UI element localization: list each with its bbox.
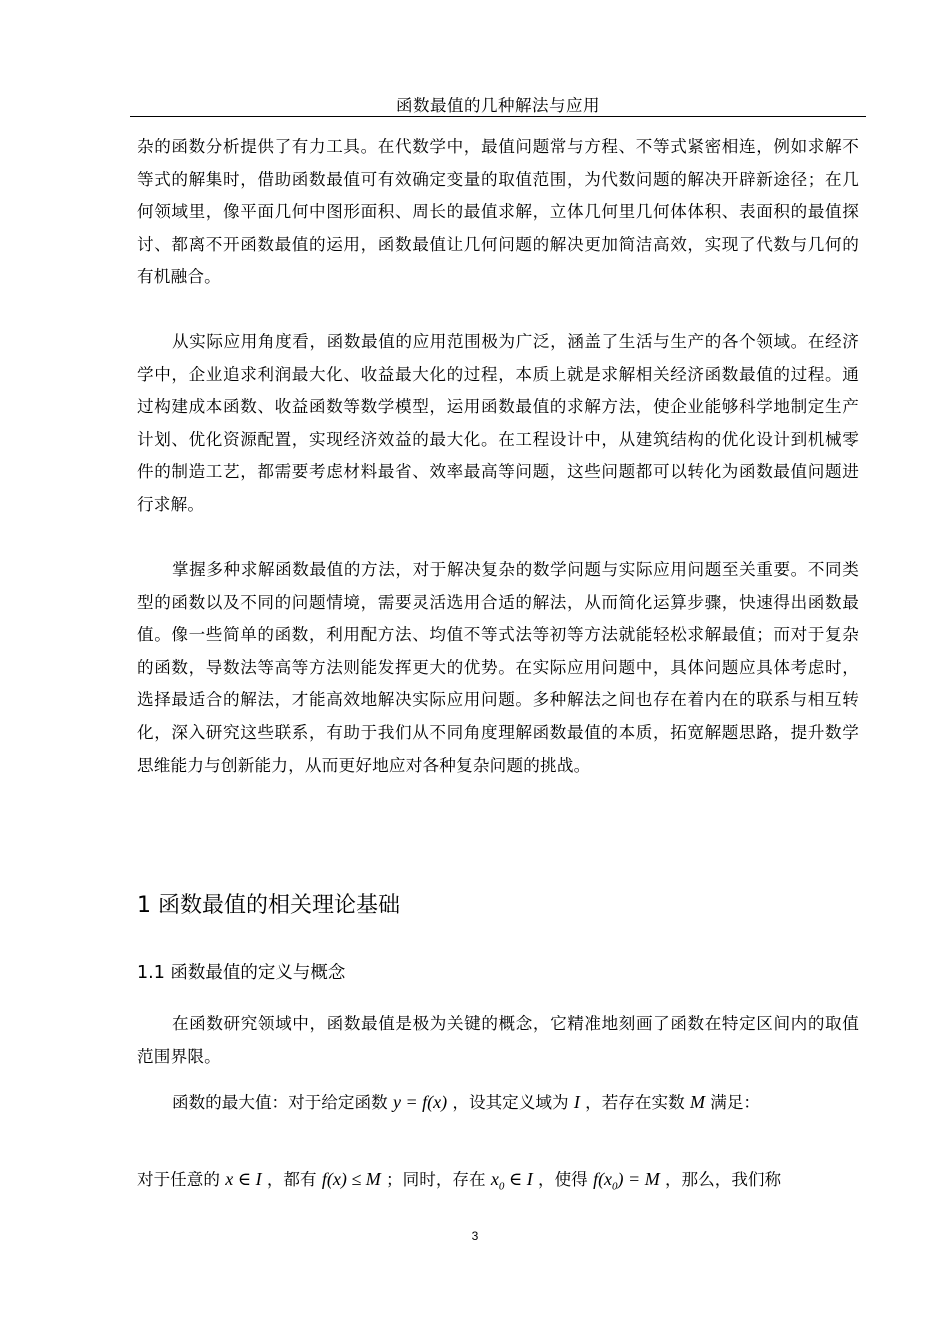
definition-text: ，设其定义域为 bbox=[452, 1093, 569, 1112]
inequality-formula: f(x) ≤ M bbox=[321, 1169, 381, 1189]
formula-part: x bbox=[490, 1169, 499, 1189]
formula-part: ) = M bbox=[617, 1169, 660, 1189]
paragraph-2: 从实际应用角度看，函数最值的应用范围极为广泛，涵盖了生活与生产的各个领域。在经济学中，企业追求利润最大化、收益最大化的过程，本质上就是求解相关经济函数最值的过程。通过构建成本函数、收益函数等数学模型，运用函数最值的求解方法，使企业能够科学地制定生产计划、优化资源配置，实现经济效益的最大化。在工程设计中，从建筑结构的优化设计到机械零件的制造工艺，都需要考虑材料最省、效率最高等问题，这些问题都可以转化为函数最值问题进行求解。 bbox=[137, 332, 859, 514]
membership-formula: x ∈ I bbox=[225, 1169, 262, 1189]
definition-text: ；同时，存在 bbox=[386, 1170, 486, 1189]
subscript: 0 bbox=[498, 1180, 505, 1193]
function-formula: y = f(x) bbox=[393, 1092, 448, 1112]
formula-part: ∈ I bbox=[504, 1169, 533, 1189]
formula-part: f(x bbox=[593, 1169, 613, 1189]
paragraph-4: 在函数研究领域中，函数最值是极为关键的概念，它精准地刻画了函数在特定区间内的取值范围界限。 bbox=[137, 1014, 859, 1066]
definition-line-1 bbox=[137, 1086, 894, 1119]
header-divider bbox=[130, 116, 866, 117]
page-number: 3 bbox=[471, 1229, 479, 1243]
paragraph-3: 掌握多种求解函数最值的方法，对于解决复杂的数学问题与实际应用问题至关重要。不同类型的函数以及不同的问题情境，需要灵活选用合适的解法，从而简化运算步骤，快速得出函数最值。像一些简单的函数，利用配方法、均值不等式法等初等方法就能轻松求解最值；而对于复杂的函数，导数法等高等方法则能发挥更大的优势。在实际应用问题中，具体问题应具体考虑时，选择最适合的解法，才能高效地解决实际应用问题。多种解法之间也存在着内在的联系与相互转化，深入研究这些联系，有助于我们从不同角度理解函数最值的本质，拓宽解题思路，提升数学思维能力与创新能力，从而更好地应对各种复杂问题的挑战。 bbox=[137, 560, 859, 775]
domain-symbol: I bbox=[573, 1092, 580, 1112]
definition-text: ，都有 bbox=[266, 1170, 317, 1189]
existence-formula bbox=[490, 1169, 533, 1193]
equality-formula bbox=[593, 1169, 660, 1193]
definition-text: 满足： bbox=[710, 1093, 761, 1112]
paragraph-1: 杂的函数分析提供了有力工具。在代数学中，最值问题常与方程、不等式紧密相连，例如求解不等式的解集时，借助函数最值可有效确定变量的取值范围，为代数问题的解决开辟新途径；在几何领域里，像平面几何中图形面积、周长的最值求解，立体几何里几何体体积、表面积的最值探讨、都离不开函数最值的运用，函数最值让几何问题的解决更加简洁高效，实现了代数与几何的有机融合。 bbox=[137, 137, 859, 287]
definition-line-2 bbox=[137, 1163, 859, 1203]
subsection-heading: 1.1 函数最值的定义与概念 bbox=[137, 963, 346, 983]
section-heading: 1 函数最值的相关理论基础 bbox=[137, 893, 400, 918]
definition-text: 对于任意的 bbox=[137, 1170, 220, 1189]
subscript: 0 bbox=[612, 1180, 618, 1193]
definition-text: ，若存在实数 bbox=[585, 1093, 685, 1112]
header-title: 函数最值的几种解法与应用 bbox=[396, 96, 600, 115]
definition-text: ，那么，我们称 bbox=[664, 1170, 782, 1189]
definition-text: 函数的最大值：对于给定函数 bbox=[172, 1093, 388, 1112]
definition-text: ，使得 bbox=[538, 1170, 588, 1189]
bound-symbol: M bbox=[689, 1092, 705, 1112]
